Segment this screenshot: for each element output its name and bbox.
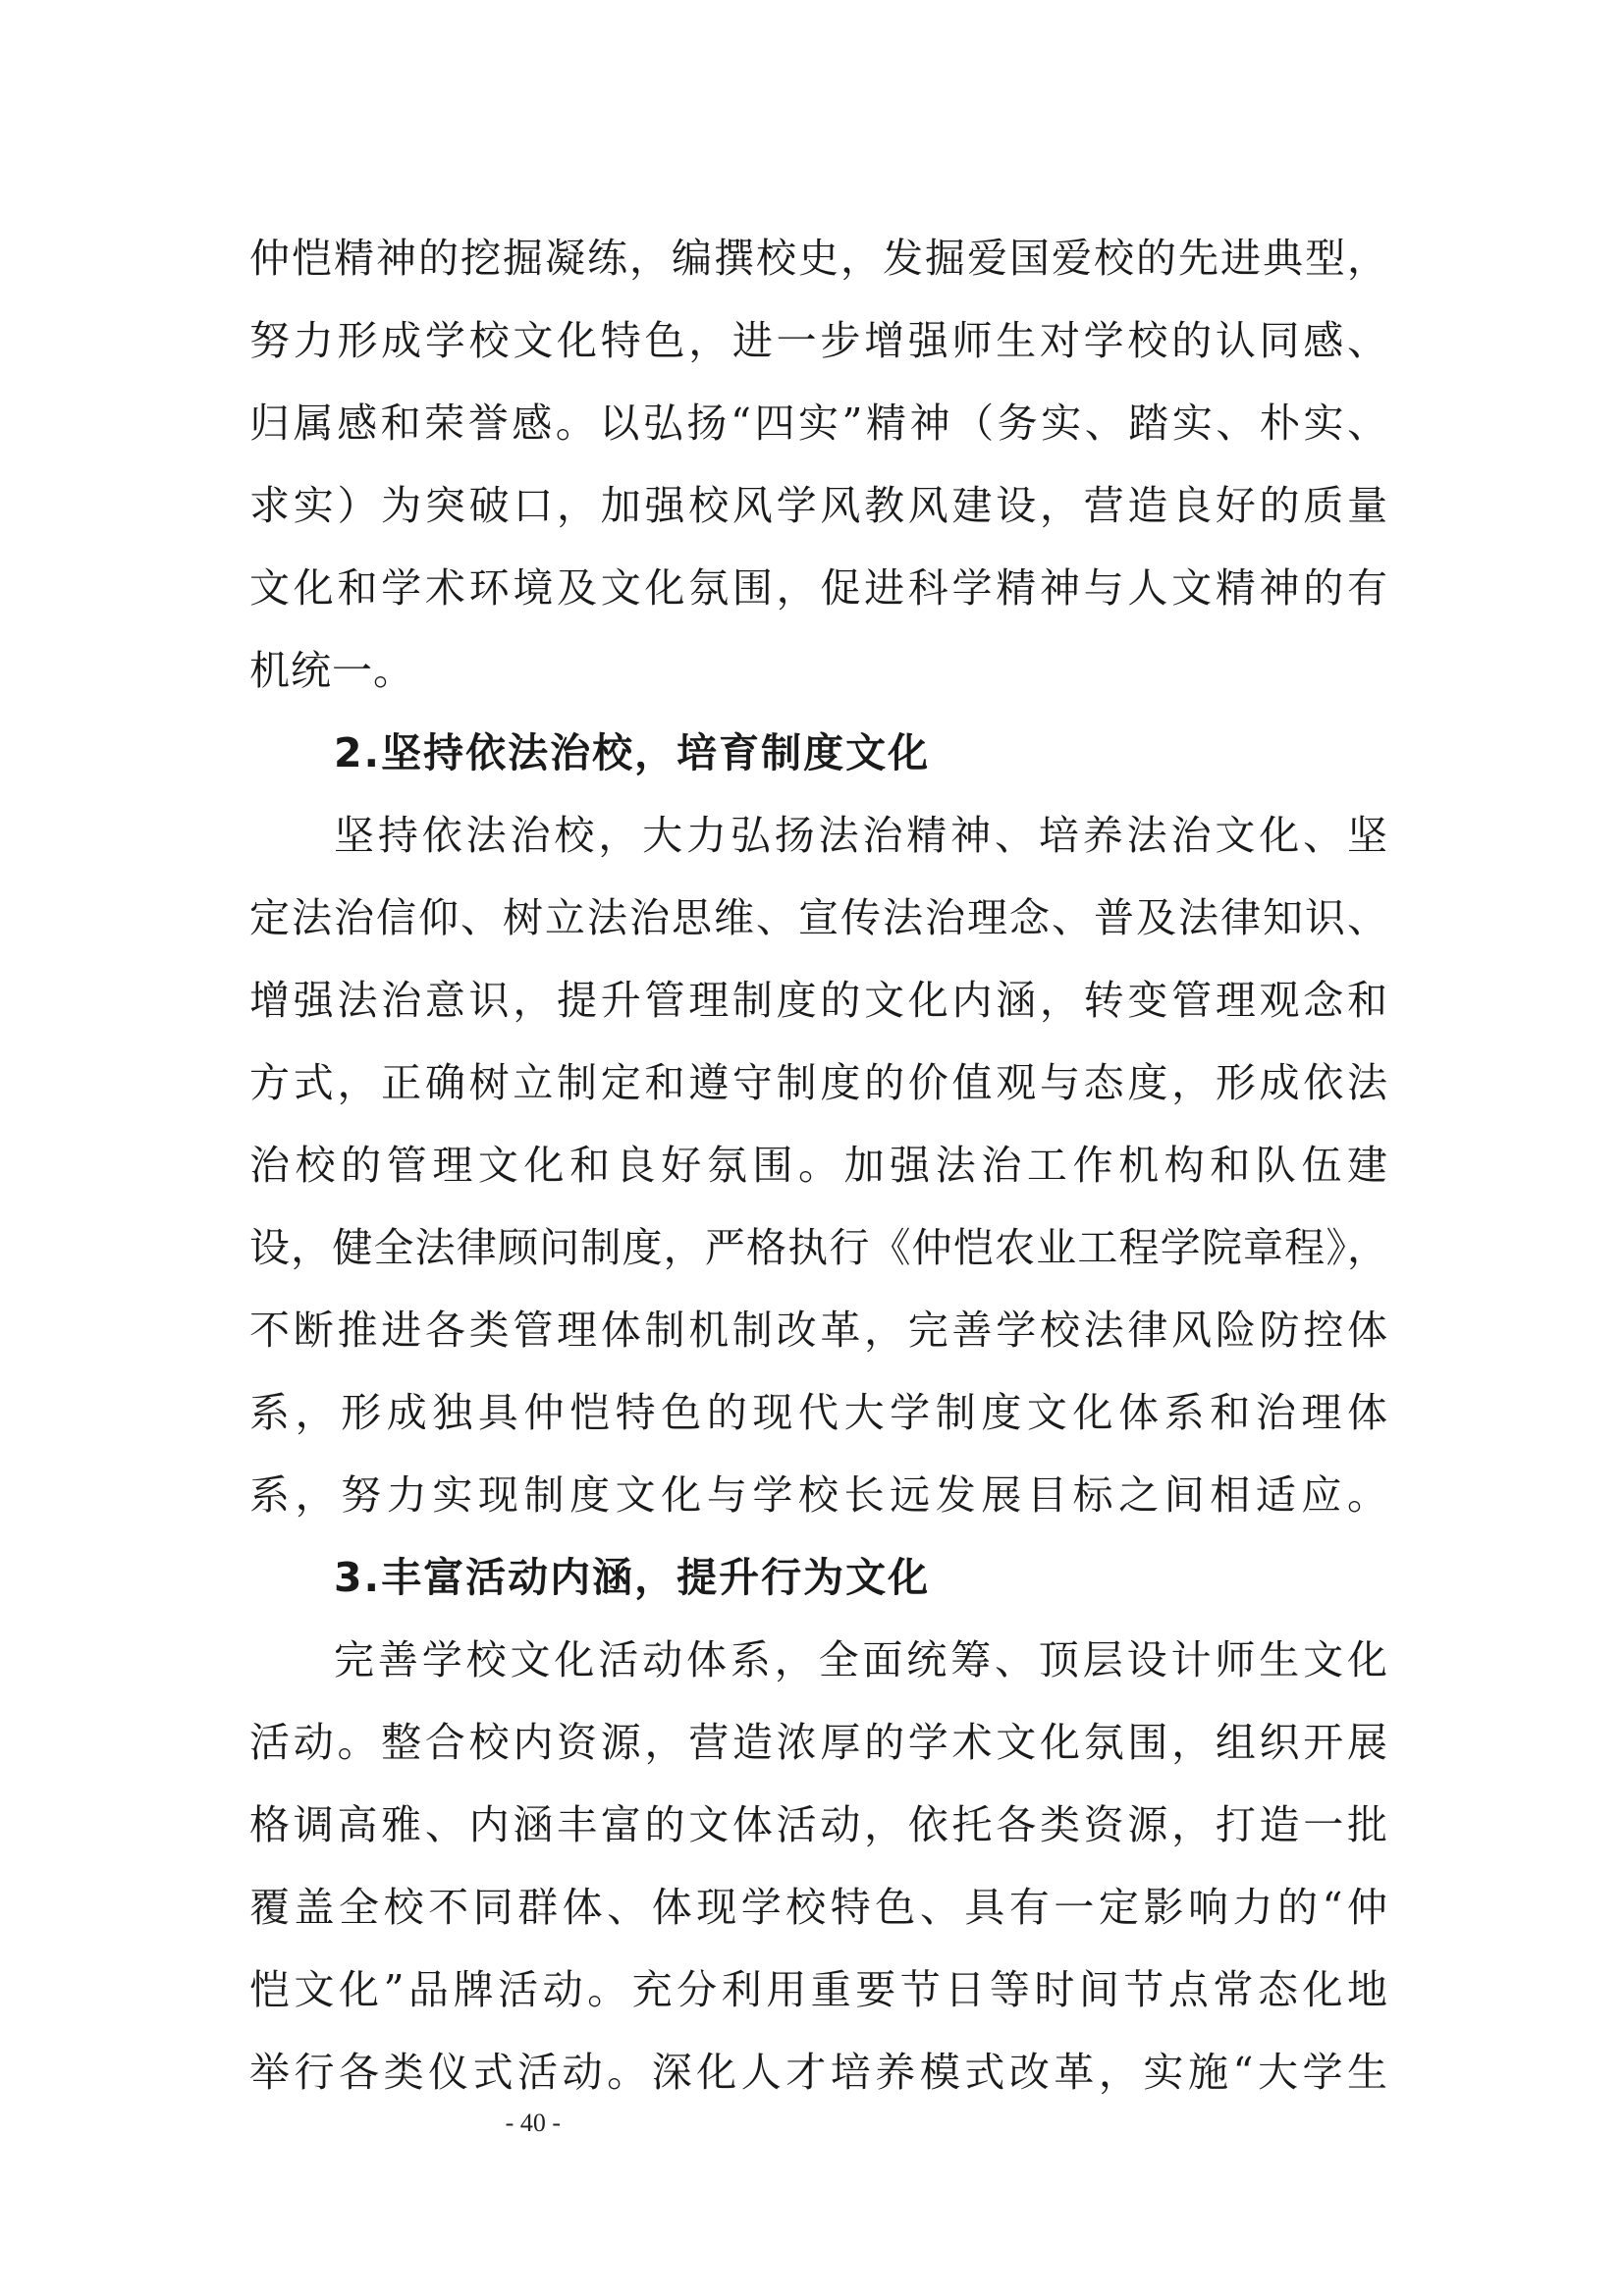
section-heading: 2.坚持依法治校，培育制度文化 <box>334 729 931 776</box>
page-number: - 40 - <box>505 2109 561 2137</box>
paragraph-line: 格调高雅、内涵丰富的文体活动，依托各类资源，打造一批 <box>249 1801 1388 1848</box>
section-heading: 3.丰富活动内涵，提升行为文化 <box>334 1554 931 1601</box>
paragraph-line: 活动。整合校内资源，营造浓厚的学术文化氛围，组织开展 <box>249 1719 1388 1766</box>
paragraph-line: 归属感和荣誉感。以弘扬“四实”精神（务实、踏实、朴实、 <box>249 400 1388 447</box>
paragraph-line: 方式，正确树立制定和遵守制度的价值观与态度，形成依法 <box>249 1059 1388 1106</box>
paragraph-line: 治校的管理文化和良好氛围。加强法治工作机构和队伍建 <box>249 1142 1388 1189</box>
paragraph-line: 文化和学术环境及文化氛围，促进科学精神与人文精神的有 <box>249 564 1388 612</box>
paragraph-line: 增强法治意识，提升管理制度的文化内涵，转变管理观念和 <box>249 977 1388 1024</box>
paragraph-line: 举行各类仪式活动。深化人才培养模式改革，实施“大学生 <box>249 2049 1388 2096</box>
paragraph-line: 仲恺精神的挖掘凝练，编撰校史，发掘爱国爱校的先进典型， <box>249 235 1388 282</box>
paragraph-line: 完善学校文化活动体系，全面统筹、顶层设计师生文化 <box>334 1636 1388 1683</box>
paragraph-line: 求实）为突破口，加强校风学风教风建设，营造良好的质量 <box>249 482 1388 529</box>
paragraph-line: 机统一。 <box>249 647 414 694</box>
paragraph-line: 系，形成独具仲恺特色的现代大学制度文化体系和治理体 <box>249 1389 1388 1436</box>
paragraph-line: 设，健全法律顾问制度，严格执行《仲恺农业工程学院章程》， <box>249 1224 1388 1271</box>
paragraph-line: 不断推进各类管理体制机制改革，完善学校法律风险防控体 <box>249 1307 1388 1354</box>
paragraph-line: 覆盖全校不同群体、体现学校特色、具有一定影响力的“仲 <box>249 1884 1388 1931</box>
paragraph-line: 坚持依法治校，大力弘扬法治精神、培养法治文化、坚 <box>334 812 1388 859</box>
paragraph-line: 定法治信仰、树立法治思维、宣传法治理念、普及法律知识、 <box>249 894 1388 941</box>
paragraph-line: 恺文化”品牌活动。充分利用重要节日等时间节点常态化地 <box>249 1966 1388 2013</box>
paragraph-line: 系，努力实现制度文化与学校长远发展目标之间相适应。 <box>249 1471 1388 1519</box>
paragraph-line: 努力形成学校文化特色，进一步增强师生对学校的认同感、 <box>249 317 1388 364</box>
